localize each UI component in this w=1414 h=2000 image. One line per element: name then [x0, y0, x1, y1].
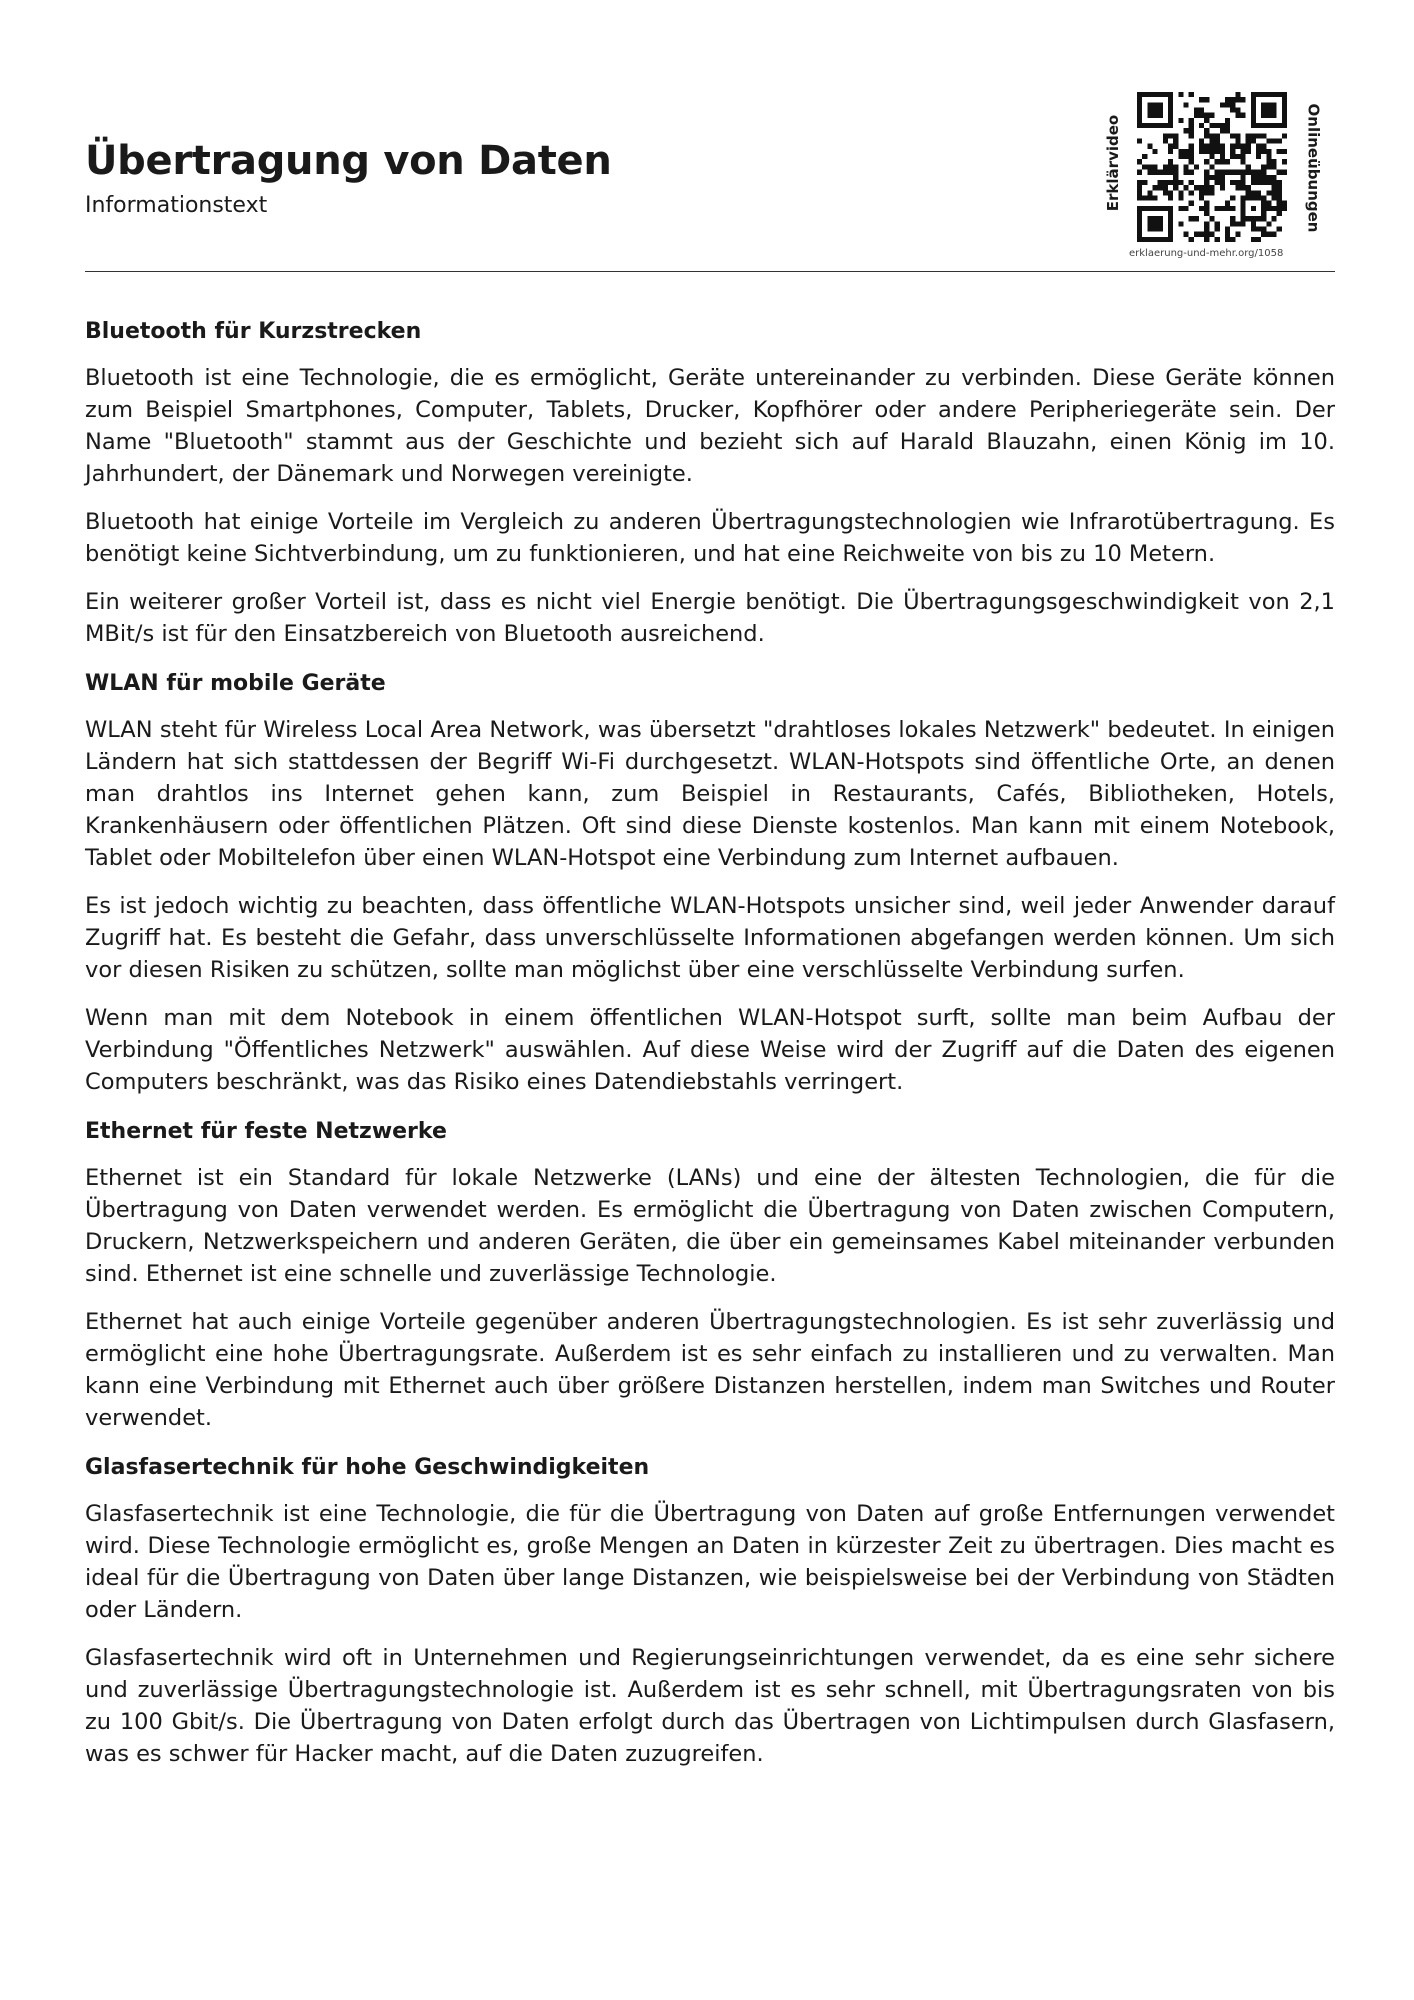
paragraph: Glasfasertechnik ist eine Technologie, die für die Übertragung von Daten auf große Entfernungen verwendet wird. Diese Technologie ermöglicht es, große Mengen an Daten in kürzester Zeit zu übertragen. Dies macht es ideal für die Übertragung von Daten über lange Distanzen, wie beispielsweise bei der Verbindung von Städten oder Ländern. — [85, 1501, 1335, 1623]
header-divider — [85, 271, 1335, 272]
paragraph: Bluetooth hat einige Vorteile im Vergleich zu anderen Übertragungstechnologien wie Infrarotübertragung. Es benötigt keine Sichtverbindung, um zu funktionieren, und hat eine Reichweite von bis zu 10 Metern. — [85, 509, 1335, 567]
page-subtitle: Informationstext — [85, 193, 268, 218]
section-heading-ethernet: Ethernet für feste Netzwerke — [85, 1119, 447, 1144]
document-header — [85, 0, 1335, 272]
paragraph: Wenn man mit dem Notebook in einem öffentlichen WLAN-Hotspot surft, sollte man beim Aufbau der Verbindung "Öffentliches Netzwerk" auswählen. Auf diese Weise wird der Zugriff auf die Daten des eigenen Computers beschränkt, was das Risiko eines Datendiebstahls verringert. — [85, 1005, 1335, 1095]
section-heading-bluetooth: Bluetooth für Kurzstrecken — [85, 319, 422, 344]
document-page — [85, 0, 1335, 1767]
paragraph: Ein weiterer großer Vorteil ist, dass es nicht viel Energie benötigt. Die Übertragungsgeschwindigkeit von 2,1 MBit/s ist für den Einsatzbereich von Bluetooth ausreichend. — [85, 589, 1335, 647]
section-heading-wlan: WLAN für mobile Geräte — [85, 671, 386, 696]
qr-code-block — [1093, 88, 1333, 266]
qr-code-icon[interactable] — [1137, 92, 1287, 242]
document-body — [85, 300, 1335, 1786]
paragraph: Glasfasertechnik wird oft in Unternehmen und Regierungseinrichtungen verwendet, da es eine sehr sichere und zuverlässige Übertragungstechnologie ist. Außerdem ist es sehr schnell, mit Übertragungsraten von bis zu 100 Gbit/s. Die Übertragung von Daten erfolgt durch das Übertragen von Lichtimpulsen durch Glasfasern, was es schwer für Hacker macht, auf die Daten zuzugreifen. — [85, 1645, 1335, 1767]
paragraph: Ethernet ist ein Standard für lokale Netzwerke (LANs) und eine der ältesten Technologien, die für die Übertragung von Daten verwendet werden. Es ermöglicht die Übertragung von Daten zwischen Computern, Druckern, Netzwerkspeichern und anderen Geräten, die über ein gemeinsames Kabel miteinander verbunden sind. Ethernet ist eine schnelle und zuverlässige Technologie. — [85, 1165, 1335, 1287]
section-heading-glasfaser: Glasfasertechnik für hohe Geschwindigkeiten — [85, 1455, 650, 1480]
qr-label-exercises: Onlineübungen — [1304, 103, 1322, 233]
paragraph: Ethernet hat auch einige Vorteile gegenüber anderen Übertragungstechnologien. Es ist sehr zuverlässig und ermöglicht eine hohe Übertragungsrate. Außerdem ist es sehr einfach zu installieren und zu verwalten. Man kann eine Verbindung mit Ethernet auch über größere Distanzen herstellen, indem man Switches und Router verwendet. — [85, 1309, 1335, 1431]
paragraph: Es ist jedoch wichtig zu beachten, dass öffentliche WLAN-Hotspots unsicher sind, weil jeder Anwender darauf Zugriff hat. Es besteht die Gefahr, dass unverschlüsselte Informationen abgefangen werden können. Um sich vor diesen Risiken zu schützen, sollte man möglichst über eine verschlüsselte Verbindung surfen. — [85, 893, 1335, 983]
qr-label-video: Erklärvideo — [1104, 114, 1123, 212]
qr-url: erklaerung-und-mehr.org/1058 — [1129, 248, 1284, 259]
paragraph: Bluetooth ist eine Technologie, die es ermöglicht, Geräte untereinander zu verbinden. Diese Geräte können zum Beispiel Smartphones, Computer, Tablets, Drucker, Kopfhörer oder andere Peripheriegeräte sein. Der Name "Bluetooth" stammt aus der Geschichte und bezieht sich auf Harald Blauzahn, einen König im 10. Jahrhundert, der Dänemark und Norwegen vereinigte. — [85, 365, 1335, 487]
paragraph: WLAN steht für Wireless Local Area Network, was übersetzt "drahtloses lokales Netzwerk" bedeutet. In einigen Ländern hat sich stattdessen der Begriff Wi-Fi durchgesetzt. WLAN-Hotspots sind öffentliche Orte, an denen man drahtlos ins Internet gehen kann, zum Beispiel in Restaurants, Cafés, Bibliotheken, Hotels, Krankenhäusern oder öffentlichen Plätzen. Oft sind diese Dienste kostenlos. Man kann mit einem Notebook, Tablet oder Mobiltelefon über einen WLAN-Hotspot eine Verbindung zum Internet aufbauen. — [85, 717, 1335, 871]
page-title: Übertragung von Daten — [85, 138, 612, 184]
